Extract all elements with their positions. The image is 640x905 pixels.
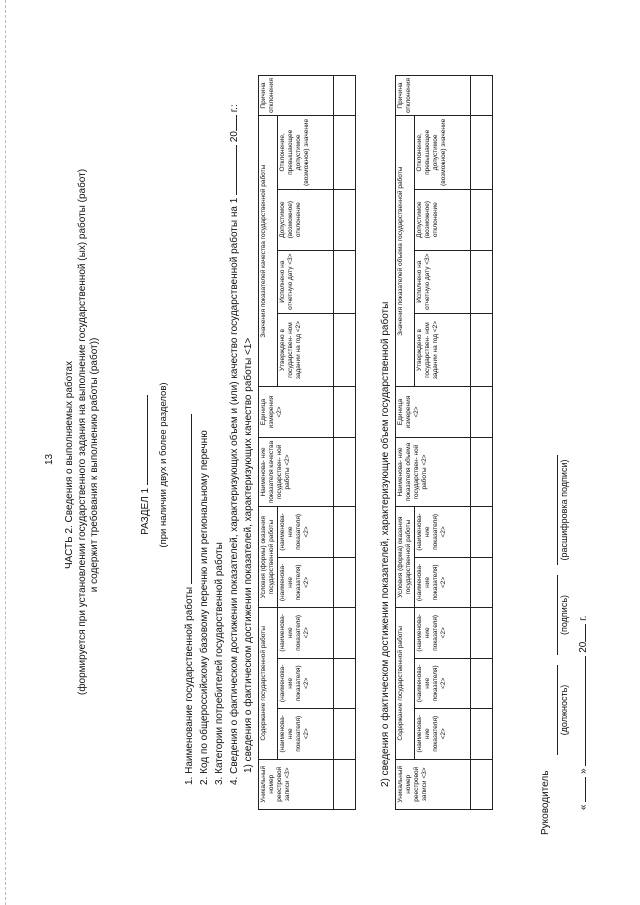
v-content-indicator-2: (наименова- ние показателя) <2> bbox=[415, 658, 471, 708]
v-group-content: Содержание государственной работы bbox=[396, 608, 415, 759]
part-subtitle-2: и содержит требования к выполнению работы (работ)) bbox=[89, 337, 100, 593]
date-year-suffix: г. bbox=[578, 615, 589, 621]
q-col-executed: Исполнено на отчетную дату <3> bbox=[278, 250, 334, 313]
volume-table-header-row-1 bbox=[396, 76, 415, 810]
v-col-approved: Утверждено в государствен- ном задании на год <2> bbox=[415, 313, 471, 387]
q-group-content: Содержание государственной работы bbox=[259, 608, 278, 759]
sign-caption: (подпись) bbox=[559, 594, 569, 636]
volume-table bbox=[395, 75, 493, 810]
date-line bbox=[578, 616, 589, 810]
position-caption: (должность) bbox=[559, 684, 569, 736]
section-title-text: РАЗДЕЛ 1 bbox=[140, 487, 151, 535]
q-content-indicator-3: (наименова- ние показателя) <2> bbox=[278, 608, 334, 658]
item-4-suffix: г.: bbox=[229, 104, 240, 113]
q-col-approved: Утверждено в государствен- ном задании на год <2> bbox=[278, 313, 334, 387]
page-number: 13 bbox=[44, 453, 55, 465]
q-col-unit: Единица измерения <2> bbox=[259, 387, 334, 437]
v-col-indicator-name: Наименова- ние показателя объема государствен- ной работы <2> bbox=[396, 437, 471, 506]
date-year: 20 bbox=[578, 641, 589, 653]
q-col-registry: Уникальный номер реестровой записи <3> bbox=[259, 759, 334, 809]
date-day-line bbox=[585, 777, 586, 802]
quality-table bbox=[258, 75, 356, 810]
q-group-conditions: Условия (формы) оказания государственной работы bbox=[259, 507, 278, 608]
q-col-exceed: Отклонение, превышающее допустимое (возможное) значение bbox=[278, 116, 334, 190]
position-line bbox=[557, 665, 558, 755]
item-4-day-line bbox=[236, 145, 237, 195]
item-4-text: 4. Сведения о фактическом достижении показателей, характеризующих объем и (или) качество государственной работы на 1 bbox=[229, 197, 240, 785]
item-3 bbox=[214, 542, 225, 785]
v-content-indicator-1: (наименова- ние показателя) <2> bbox=[415, 709, 471, 759]
q-conditions-indicator-2: (наименова- ние показателя) <2> bbox=[278, 507, 334, 557]
part-title: ЧАСТЬ 2. Сведения о выполняемых работах bbox=[64, 360, 75, 570]
sign-line bbox=[557, 575, 558, 655]
quality-table-empty-row bbox=[334, 76, 356, 810]
sub-2: 2) сведения о фактическом достижении показателей, характеризующие объем государственной работы bbox=[380, 301, 391, 787]
q-content-indicator-1: (наименова- ние показателя) <2> bbox=[278, 709, 334, 759]
item-4 bbox=[229, 104, 240, 785]
v-group-conditions: Условия (форма) оказания государственной работы bbox=[396, 507, 415, 608]
head-label: Руководитель bbox=[540, 770, 551, 835]
date-open-quote: « bbox=[578, 804, 589, 810]
v-conditions-indicator-1: (наименова- ние показателя) <2> bbox=[415, 557, 471, 607]
item-1-text: 1. Наименование государственной работы bbox=[184, 586, 195, 785]
decode-line bbox=[557, 455, 558, 565]
volume-table-empty-row bbox=[471, 76, 493, 810]
date-close-quote: » bbox=[578, 768, 589, 774]
item-1 bbox=[184, 414, 195, 785]
sub-1: 1) сведения о фактическом достижении показателей, характеризующих качество работы <1> bbox=[243, 337, 254, 773]
item-3-text: 3. Категории потребителей государственной работы bbox=[214, 542, 225, 785]
v-group-values: Значения показателей объема государственной работы bbox=[396, 116, 415, 387]
q-col-indicator-name: Наименова- ние показателя качества государствен- ной работы <2> bbox=[259, 437, 334, 506]
section-title bbox=[140, 355, 151, 575]
item-2 bbox=[199, 430, 210, 785]
v-col-executed: Исполнено на отчетную дату <3> bbox=[415, 250, 471, 313]
v-content-indicator-3: (наименова- ние показателя) <2> bbox=[415, 608, 471, 658]
v-col-registry: Уникальный номер реестровой записи <3> bbox=[396, 759, 471, 809]
quality-table-header-row-1 bbox=[259, 76, 278, 810]
item-4-year-line bbox=[236, 115, 237, 131]
v-col-reason: Причина отклонения bbox=[396, 76, 471, 116]
scan-edge-line bbox=[5, 0, 6, 905]
q-col-deviation: Допустимое (возможное) отклонение bbox=[278, 189, 334, 250]
v-col-unit: Единица измерения <2> bbox=[396, 387, 471, 437]
q-group-values: Значения показателей качества государственной работы bbox=[259, 116, 278, 387]
q-conditions-indicator-1: (наименова- ние показателя) <2> bbox=[278, 557, 334, 607]
date-month-line bbox=[585, 656, 586, 766]
item-4-year: 20 bbox=[229, 131, 240, 143]
v-col-exceed: Отклонение, превышающее допустимое (возможное) значение bbox=[415, 116, 471, 190]
q-col-reason: Причина отклонения bbox=[259, 76, 334, 116]
decode-caption: (расшифровка подписи) bbox=[559, 459, 569, 561]
part-subtitle-1: (формируется при установлении государственного задания на выполнение государственной (ых) работы (работ) bbox=[77, 168, 88, 695]
item-2-text: 2. Код по общероссийскому базовому перечню или региональному перечню bbox=[199, 430, 210, 785]
v-conditions-indicator-2: (наименова- ние показателя) <2> bbox=[415, 507, 471, 557]
section-line bbox=[147, 395, 148, 485]
item-1-line bbox=[191, 414, 192, 584]
q-content-indicator-2: (наименова- ние показателя) <2> bbox=[278, 658, 334, 708]
date-year-line bbox=[585, 624, 586, 642]
section-note: (при наличии двух и более разделов) bbox=[158, 382, 169, 548]
v-col-deviation: Допустимое (возможное) отклонение bbox=[415, 189, 471, 250]
